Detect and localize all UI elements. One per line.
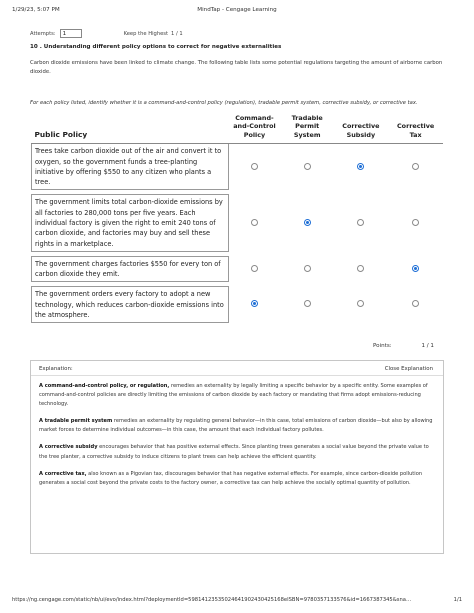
option-cell-command <box>228 287 281 323</box>
question-intro: Carbon dioxide emissions have been linked to climate change. The following table lists some potential regulations targeting the amount of airborne carbon dioxide. <box>30 60 443 76</box>
header-corrective-tax: Corrective Tax <box>388 114 443 144</box>
option-cell-tradable <box>281 287 334 323</box>
radio-tax[interactable] <box>412 219 419 226</box>
points <box>373 343 434 349</box>
explanation-panel <box>30 360 444 554</box>
header-public-policy: Public Policy <box>32 114 229 144</box>
explanation-text: remedies an externality by legally limiting a specific behavior by a specific entity. Some examples of command-and-control policies are directly limiting the emissions of carbon dioxide by each factory or mandating that firms adopt emissions-reducing technology. <box>39 383 428 408</box>
radio-tradable-selected[interactable] <box>304 219 311 226</box>
option-cell-subsidy <box>334 287 389 323</box>
explanation-header <box>31 361 443 376</box>
option-cell-command <box>228 256 281 282</box>
option-cell-subsidy <box>334 195 389 251</box>
radio-subsidy[interactable] <box>357 265 364 272</box>
header-tradable-permit: Tradable Permit System <box>281 114 334 144</box>
explanation-term: A command-and-control policy, or regulation, <box>39 383 170 389</box>
print-url: https://ng.cengage.com/static/nb/ui/evo/index.html?deploymentId=59814123535024641902430425168eISBN=9780357133576&id=1667387345&sna… <box>12 597 412 603</box>
radio-tradable[interactable] <box>304 163 311 170</box>
radio-tax[interactable] <box>412 163 419 170</box>
question-instruction: For each policy listed, identify whether it is a command-and-control policy (regulation), tradable permit system, corrective subsidy, or corrective tax. <box>30 100 418 106</box>
question-title: 10 . Understanding different policy options to correct for negative externalities <box>30 44 282 50</box>
explanation-paragraph <box>39 417 435 435</box>
radio-subsidy[interactable] <box>357 219 364 226</box>
option-cell-command <box>228 144 281 190</box>
table-row <box>32 195 444 251</box>
print-footer <box>12 597 462 605</box>
policy-description: The government charges factories $550 for every ton of carbon dioxide they emit. <box>32 256 229 282</box>
explanation-text: remedies an externality by regulating general behavior—in this case, total emissions of carbon dioxide—but also by allowing market forces to determine individual outcomes—in this case, the amount that each individual factory pollutes. <box>39 418 433 434</box>
radio-tax[interactable] <box>412 300 419 307</box>
radio-tax-selected[interactable] <box>412 265 419 272</box>
points-value: 1 / 1 <box>421 343 434 349</box>
radio-command[interactable] <box>251 219 258 226</box>
explanation-text: also known as a Pigovian tax, discourages behavior that has negative external effects. For example, since carbon-dioxide pollution generates a social cost beyond the private costs to the factory owner, a corrective tax can help achieve the socially optimal quantity of pollution. <box>39 470 423 486</box>
radio-subsidy[interactable] <box>357 300 364 307</box>
header-corrective-subsidy: Corrective Subsidy <box>334 114 389 144</box>
header-command-control: Command-and-Control Policy <box>228 114 281 144</box>
attempts-field[interactable]: 1 <box>60 29 82 38</box>
explanation-paragraph <box>39 443 435 461</box>
explanation-paragraph <box>39 382 435 409</box>
radio-tradable[interactable] <box>304 265 311 272</box>
radio-tradable[interactable] <box>304 300 311 307</box>
table-row <box>32 287 444 323</box>
option-cell-subsidy <box>334 144 389 190</box>
option-cell-tradable <box>281 195 334 251</box>
explanation-body <box>31 376 443 502</box>
table-header-row <box>32 114 444 144</box>
policy-table <box>31 114 443 323</box>
table-row <box>32 256 444 282</box>
policy-description: Trees take carbon dioxide out of the air and convert it to oxygen, so the government funds a tree-planting initiative by offering $550 to any citizen who plants a tree. <box>32 144 229 190</box>
radio-command[interactable] <box>251 265 258 272</box>
option-cell-tradable <box>281 144 334 190</box>
keep-highest-value: 1 / 1 <box>171 30 183 37</box>
radio-subsidy-selected[interactable] <box>357 163 364 170</box>
option-cell-tax <box>388 287 443 323</box>
explanation-term: A corrective subsidy <box>39 444 98 451</box>
close-explanation-link[interactable]: Close Explanation <box>384 366 433 372</box>
points-label: Points: <box>372 343 392 349</box>
option-cell-subsidy <box>334 256 389 282</box>
option-cell-tax <box>388 144 443 190</box>
option-cell-tradable <box>281 256 334 282</box>
explanation-term: A tradable permit system <box>39 418 113 425</box>
option-cell-command <box>228 195 281 251</box>
attempts-label: Attempts: <box>30 30 56 37</box>
explanation-paragraph <box>39 470 435 488</box>
explanation-label: Explanation: <box>39 366 73 372</box>
print-header <box>12 7 462 17</box>
policy-description: The government limits total carbon-dioxide emissions by all factories to 280,000 tons per five years. Each individual factory is given the right to emit 240 tons of carbon dioxide, and factories may buy and sell these rights in a marketplace. <box>32 195 229 251</box>
radio-command-selected[interactable] <box>251 300 258 307</box>
explanation-term: A corrective tax, <box>39 470 87 477</box>
explanation-text: encourages behavior that has positive external effects. Since planting trees generates a social value beyond the private value to the tree planter, a corrective subsidy to induce citizens to plant trees can help achieve the efficient quantity. <box>39 444 429 460</box>
attempts-bar <box>30 29 183 38</box>
option-cell-tax <box>388 195 443 251</box>
print-title: MindTap - Cengage Learning <box>197 7 277 13</box>
option-cell-tax <box>388 256 443 282</box>
policy-description: The government orders every factory to adopt a new technology, which reduces carbon-dioxide emissions into the atmosphere. <box>32 287 229 323</box>
table-row <box>32 144 444 190</box>
print-datetime: 1/29/23, 5:07 PM <box>12 7 60 13</box>
keep-highest-label: Keep the Highest <box>123 30 169 37</box>
print-page-number: 1/1 <box>453 597 462 603</box>
radio-command[interactable] <box>251 163 258 170</box>
